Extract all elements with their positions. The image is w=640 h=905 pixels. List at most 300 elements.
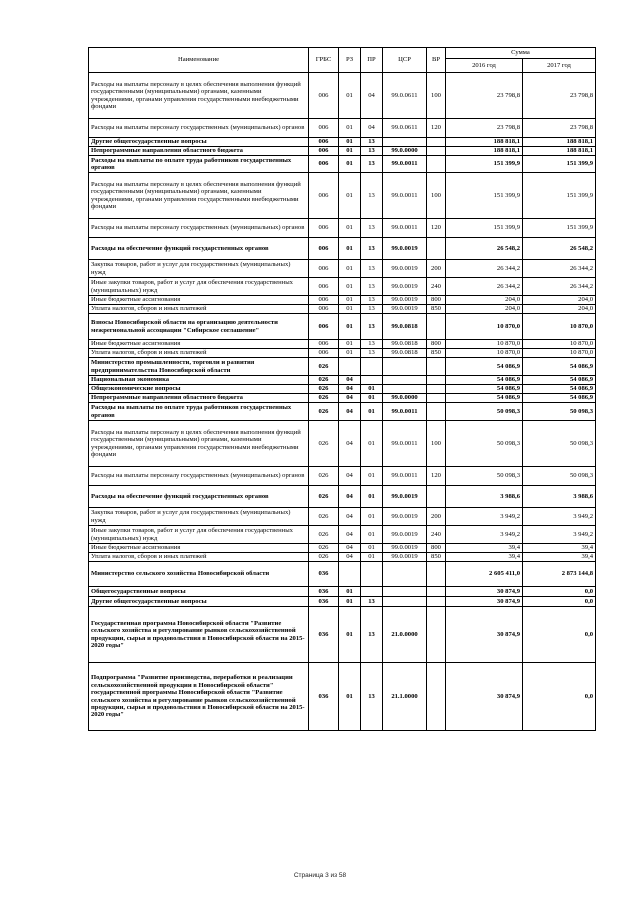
cell-name: Уплата налогов, сборов и иных платежей (89, 305, 309, 314)
table-row (89, 526, 596, 544)
cell-pr: 13 (361, 238, 383, 260)
cell-pr: 01 (361, 421, 383, 467)
cell-name: Непрограммные направления областного бюджета (89, 147, 309, 156)
cell-vr: 800 (427, 340, 446, 349)
cell-grbs: 006 (309, 260, 339, 278)
cell-csr (383, 562, 427, 587)
table-row (89, 562, 596, 587)
cell-rz: 01 (339, 314, 361, 340)
table-row (89, 278, 596, 296)
cell-rz: 01 (339, 296, 361, 305)
cell-vr: 850 (427, 553, 446, 562)
cell-name: Закупка товаров, работ и услуг для государственных (муниципальных) нужд (89, 508, 309, 526)
col-header-2016: 2016 год (446, 59, 523, 73)
cell-name: Общеэкономические вопросы (89, 385, 309, 394)
cell-name: Иные закупки товаров, работ и услуг для обеспечения государственных (муниципальных) нужд (89, 278, 309, 296)
cell-sum-2016: 54 086,9 (446, 358, 523, 376)
page-footer: Страница 3 из 58 (293, 872, 347, 879)
cell-sum-2017: 188 818,1 (523, 138, 596, 147)
cell-grbs: 026 (309, 376, 339, 385)
cell-sum-2016: 10 870,0 (446, 314, 523, 340)
cell-grbs: 006 (309, 219, 339, 238)
cell-grbs: 026 (309, 467, 339, 486)
cell-csr: 99.0.0818 (383, 349, 427, 358)
col-header-vr: ВР (427, 48, 446, 73)
col-header-pr: ПР (361, 48, 383, 73)
cell-sum-2017: 54 086,9 (523, 385, 596, 394)
cell-name: Расходы на выплаты персоналу государственных (муниципальных) органов (89, 119, 309, 138)
budget-table (88, 47, 596, 731)
table-row (89, 219, 596, 238)
cell-sum-2017: 188 818,1 (523, 147, 596, 156)
cell-grbs: 026 (309, 544, 339, 553)
cell-name: Закупка товаров, работ и услуг для государственных (муниципальных) нужд (89, 260, 309, 278)
cell-vr (427, 486, 446, 508)
cell-grbs: 026 (309, 394, 339, 403)
cell-vr (427, 147, 446, 156)
cell-csr: 99.0.0019 (383, 526, 427, 544)
cell-name: Расходы на выплаты по оплате труда работников государственных органов (89, 156, 309, 173)
cell-pr: 01 (361, 544, 383, 553)
cell-pr: 13 (361, 219, 383, 238)
cell-csr (383, 138, 427, 147)
cell-vr: 100 (427, 421, 446, 467)
cell-pr: 13 (361, 663, 383, 731)
cell-rz (339, 358, 361, 376)
cell-sum-2017: 10 870,0 (523, 314, 596, 340)
table-row (89, 119, 596, 138)
table-row (89, 73, 596, 119)
table-row (89, 553, 596, 562)
cell-pr (361, 376, 383, 385)
cell-sum-2016: 50 098,3 (446, 421, 523, 467)
table-row (89, 305, 596, 314)
cell-rz: 01 (339, 663, 361, 731)
table-row (89, 394, 596, 403)
cell-rz: 04 (339, 544, 361, 553)
cell-pr: 13 (361, 607, 383, 663)
table-row (89, 138, 596, 147)
cell-vr (427, 587, 446, 597)
cell-vr (427, 403, 446, 421)
cell-csr: 99.0.0000 (383, 147, 427, 156)
cell-name: Другие общегосударственные вопросы (89, 597, 309, 607)
col-header-csr: ЦСР (383, 48, 427, 73)
cell-vr: 120 (427, 219, 446, 238)
table-row (89, 597, 596, 607)
table-row (89, 173, 596, 219)
cell-rz: 04 (339, 508, 361, 526)
cell-rz: 04 (339, 421, 361, 467)
cell-rz: 04 (339, 526, 361, 544)
cell-pr: 01 (361, 486, 383, 508)
cell-pr (361, 358, 383, 376)
cell-vr: 120 (427, 119, 446, 138)
cell-csr: 99.0.0019 (383, 553, 427, 562)
cell-vr: 240 (427, 526, 446, 544)
table-row (89, 260, 596, 278)
cell-name: Иные бюджетные ассигнования (89, 296, 309, 305)
cell-csr (383, 385, 427, 394)
cell-grbs: 006 (309, 340, 339, 349)
col-header-sum: Сумма (446, 48, 596, 59)
cell-csr: 99.0.0011 (383, 467, 427, 486)
table-row (89, 376, 596, 385)
cell-sum-2016: 3 949,2 (446, 526, 523, 544)
cell-grbs: 036 (309, 607, 339, 663)
cell-pr (361, 562, 383, 587)
cell-vr (427, 238, 446, 260)
cell-sum-2016: 30 874,9 (446, 607, 523, 663)
cell-vr: 850 (427, 349, 446, 358)
cell-sum-2016: 39,4 (446, 544, 523, 553)
table-row (89, 587, 596, 597)
cell-pr: 13 (361, 340, 383, 349)
cell-sum-2017: 50 098,3 (523, 421, 596, 467)
cell-sum-2017: 151 399,9 (523, 173, 596, 219)
cell-name: Министерство промышленности, торговли и развития предпринимательства Новосибирской области (89, 358, 309, 376)
cell-name: Расходы на выплаты персоналу в целях обеспечения выполнения функций государственными (муниципальными) органами, казенными учреждениями, органами управления государственными внебюджетными фондами (89, 173, 309, 219)
cell-rz: 04 (339, 376, 361, 385)
cell-vr (427, 597, 446, 607)
table-row (89, 663, 596, 731)
cell-name: Национальная экономика (89, 376, 309, 385)
cell-sum-2017: 204,0 (523, 305, 596, 314)
cell-rz: 04 (339, 467, 361, 486)
cell-rz (339, 562, 361, 587)
cell-sum-2017: 2 873 144,8 (523, 562, 596, 587)
cell-csr: 99.0.0011 (383, 156, 427, 173)
cell-name: Другие общегосударственные вопросы (89, 138, 309, 147)
cell-grbs: 026 (309, 421, 339, 467)
cell-pr: 13 (361, 138, 383, 147)
cell-csr (383, 587, 427, 597)
cell-vr: 200 (427, 508, 446, 526)
cell-sum-2017: 10 870,0 (523, 349, 596, 358)
cell-grbs: 036 (309, 587, 339, 597)
cell-vr (427, 314, 446, 340)
col-header-grbs: ГРБС (309, 48, 339, 73)
cell-vr (427, 385, 446, 394)
table-row (89, 156, 596, 173)
cell-sum-2016: 50 098,3 (446, 403, 523, 421)
cell-csr (383, 358, 427, 376)
table-row (89, 147, 596, 156)
cell-csr: 99.0.0019 (383, 260, 427, 278)
cell-rz: 01 (339, 597, 361, 607)
cell-sum-2016: 30 874,9 (446, 663, 523, 731)
table-row (89, 403, 596, 421)
cell-grbs: 006 (309, 73, 339, 119)
cell-sum-2017: 3 988,6 (523, 486, 596, 508)
cell-sum-2017: 54 086,9 (523, 394, 596, 403)
cell-rz: 01 (339, 305, 361, 314)
cell-sum-2017: 54 086,9 (523, 358, 596, 376)
cell-sum-2016: 188 818,1 (446, 138, 523, 147)
cell-vr: 120 (427, 467, 446, 486)
cell-csr: 99.0.0000 (383, 394, 427, 403)
cell-csr: 99.0.0019 (383, 278, 427, 296)
cell-sum-2016: 204,0 (446, 305, 523, 314)
cell-rz: 04 (339, 394, 361, 403)
cell-sum-2016: 50 098,3 (446, 467, 523, 486)
table-row (89, 296, 596, 305)
table-row (89, 486, 596, 508)
cell-pr (361, 587, 383, 597)
col-header-2017: 2017 год (523, 59, 596, 73)
cell-pr: 13 (361, 305, 383, 314)
cell-name: Расходы на выплаты персоналу государственных (муниципальных) органов (89, 219, 309, 238)
cell-grbs: 036 (309, 562, 339, 587)
cell-sum-2017: 204,0 (523, 296, 596, 305)
cell-rz: 01 (339, 119, 361, 138)
cell-sum-2016: 26 344,2 (446, 260, 523, 278)
cell-pr: 04 (361, 73, 383, 119)
cell-pr: 13 (361, 156, 383, 173)
cell-csr: 99.0.0019 (383, 486, 427, 508)
cell-grbs: 026 (309, 358, 339, 376)
cell-rz: 04 (339, 403, 361, 421)
table-row (89, 358, 596, 376)
cell-name: Расходы на обеспечение функций государственных органов (89, 486, 309, 508)
cell-rz: 01 (339, 138, 361, 147)
cell-rz: 01 (339, 238, 361, 260)
table-row (89, 340, 596, 349)
cell-sum-2017: 26 344,2 (523, 278, 596, 296)
cell-name: Общегосударственные вопросы (89, 587, 309, 597)
cell-sum-2016: 3 988,6 (446, 486, 523, 508)
cell-grbs: 026 (309, 403, 339, 421)
cell-vr: 240 (427, 278, 446, 296)
cell-pr: 13 (361, 260, 383, 278)
cell-vr: 200 (427, 260, 446, 278)
cell-sum-2016: 54 086,9 (446, 376, 523, 385)
cell-rz: 04 (339, 553, 361, 562)
cell-sum-2017: 0,0 (523, 587, 596, 597)
cell-pr: 01 (361, 553, 383, 562)
cell-sum-2017: 3 949,2 (523, 526, 596, 544)
cell-rz: 01 (339, 349, 361, 358)
cell-vr: 100 (427, 73, 446, 119)
cell-sum-2017: 26 548,2 (523, 238, 596, 260)
cell-sum-2016: 188 818,1 (446, 147, 523, 156)
cell-sum-2017: 151 399,9 (523, 219, 596, 238)
cell-name: Непрограммные направления областного бюджета (89, 394, 309, 403)
cell-pr: 13 (361, 173, 383, 219)
cell-vr: 850 (427, 305, 446, 314)
cell-vr (427, 607, 446, 663)
col-header-name: Наименование (89, 48, 309, 73)
cell-sum-2017: 0,0 (523, 663, 596, 731)
table-row (89, 421, 596, 467)
cell-grbs: 026 (309, 553, 339, 562)
cell-pr: 01 (361, 394, 383, 403)
cell-csr: 99.0.0019 (383, 544, 427, 553)
cell-pr: 13 (361, 597, 383, 607)
cell-grbs: 026 (309, 526, 339, 544)
cell-csr: 21.1.0000 (383, 663, 427, 731)
cell-sum-2017: 50 098,3 (523, 403, 596, 421)
cell-pr: 13 (361, 278, 383, 296)
cell-vr: 800 (427, 296, 446, 305)
cell-pr: 13 (361, 314, 383, 340)
cell-rz: 01 (339, 278, 361, 296)
cell-csr: 99.0.0818 (383, 314, 427, 340)
cell-sum-2017: 39,4 (523, 544, 596, 553)
table-row (89, 385, 596, 394)
cell-csr: 99.0.0011 (383, 421, 427, 467)
cell-sum-2016: 10 870,0 (446, 349, 523, 358)
cell-name: Иные закупки товаров, работ и услуг для обеспечения государственных (муниципальных) нужд (89, 526, 309, 544)
cell-name: Иные бюджетные ассигнования (89, 544, 309, 553)
cell-name: Расходы на выплаты по оплате труда работников государственных органов (89, 403, 309, 421)
cell-rz: 01 (339, 156, 361, 173)
cell-sum-2016: 151 399,9 (446, 156, 523, 173)
cell-sum-2016: 23 798,8 (446, 73, 523, 119)
cell-sum-2017: 151 399,9 (523, 156, 596, 173)
cell-rz: 01 (339, 219, 361, 238)
cell-name: Уплата налогов, сборов и иных платежей (89, 349, 309, 358)
cell-sum-2016: 54 086,9 (446, 385, 523, 394)
cell-grbs: 036 (309, 597, 339, 607)
cell-name: Уплата налогов, сборов и иных платежей (89, 553, 309, 562)
cell-sum-2016: 54 086,9 (446, 394, 523, 403)
cell-sum-2016: 10 870,0 (446, 340, 523, 349)
cell-sum-2017: 54 086,9 (523, 376, 596, 385)
cell-sum-2016: 204,0 (446, 296, 523, 305)
cell-grbs: 006 (309, 278, 339, 296)
cell-rz: 01 (339, 587, 361, 597)
cell-pr: 01 (361, 526, 383, 544)
cell-sum-2016: 39,4 (446, 553, 523, 562)
cell-grbs: 026 (309, 508, 339, 526)
cell-vr (427, 562, 446, 587)
cell-csr: 99.0.0011 (383, 219, 427, 238)
cell-pr: 13 (361, 147, 383, 156)
cell-sum-2016: 30 874,9 (446, 587, 523, 597)
cell-grbs: 006 (309, 314, 339, 340)
cell-rz: 04 (339, 385, 361, 394)
cell-grbs: 006 (309, 173, 339, 219)
cell-pr: 13 (361, 296, 383, 305)
cell-pr: 01 (361, 467, 383, 486)
cell-csr: 21.0.0000 (383, 607, 427, 663)
cell-grbs: 036 (309, 663, 339, 731)
table-body (89, 73, 596, 731)
cell-name: Расходы на выплаты персоналу в целях обеспечения выполнения функций государственными (муниципальными) органами, казенными учреждениями, органами управления государственными внебюджетными фондами (89, 421, 309, 467)
cell-vr (427, 156, 446, 173)
cell-name: Иные бюджетные ассигнования (89, 340, 309, 349)
cell-grbs: 026 (309, 385, 339, 394)
cell-vr (427, 138, 446, 147)
cell-grbs: 006 (309, 147, 339, 156)
cell-csr: 99.0.0611 (383, 119, 427, 138)
cell-pr: 01 (361, 508, 383, 526)
cell-name: Расходы на обеспечение функций государственных органов (89, 238, 309, 260)
cell-sum-2017: 0,0 (523, 607, 596, 663)
table-row (89, 238, 596, 260)
table-row (89, 544, 596, 553)
cell-name: Расходы на выплаты персоналу государственных (муниципальных) органов (89, 467, 309, 486)
cell-rz: 01 (339, 73, 361, 119)
cell-csr (383, 597, 427, 607)
cell-pr: 01 (361, 403, 383, 421)
cell-sum-2016: 151 399,9 (446, 173, 523, 219)
cell-grbs: 006 (309, 156, 339, 173)
cell-name: Министерство сельского хозяйства Новосибирской области (89, 562, 309, 587)
cell-name: Государственная программа Новосибирской области "Развитие сельского хозяйства и регулирование рынков сельскохозяйственной продукции, сырья и продовольствия в Новосибирской области на 2015-2020 годы" (89, 607, 309, 663)
cell-name: Подпрограмма "Развитие производства, переработки и реализации сельскохозяйственной продукции в Новосибирской области" государственной программы Новосибирской области "Развитие сельского хозяйства и регулирование рынков сельскохозяйственной продукции, сырья и продовольствия в Новосибирской области на 2015-2020 годы" (89, 663, 309, 731)
cell-vr (427, 376, 446, 385)
cell-vr (427, 663, 446, 731)
cell-sum-2017: 26 344,2 (523, 260, 596, 278)
cell-vr (427, 394, 446, 403)
table-row (89, 607, 596, 663)
cell-pr: 04 (361, 119, 383, 138)
cell-grbs: 006 (309, 238, 339, 260)
cell-sum-2017: 3 949,2 (523, 508, 596, 526)
cell-csr (383, 376, 427, 385)
cell-sum-2016: 30 874,9 (446, 597, 523, 607)
cell-name: Взносы Новосибирской области на организацию деятельности межрегиональной ассоциации "Сибирское соглашение" (89, 314, 309, 340)
cell-rz: 01 (339, 147, 361, 156)
cell-sum-2016: 26 548,2 (446, 238, 523, 260)
cell-csr: 99.0.0011 (383, 403, 427, 421)
cell-sum-2017: 23 798,8 (523, 119, 596, 138)
cell-name: Расходы на выплаты персоналу в целях обеспечения выполнения функций государственными (муниципальными) органами, казенными учреждениями, органами управления государственными внебюджетными фондами (89, 73, 309, 119)
cell-sum-2017: 0,0 (523, 597, 596, 607)
cell-csr: 99.0.0019 (383, 305, 427, 314)
table-row (89, 314, 596, 340)
cell-rz: 01 (339, 340, 361, 349)
cell-sum-2017: 23 798,8 (523, 73, 596, 119)
cell-sum-2017: 39,4 (523, 553, 596, 562)
table-row (89, 349, 596, 358)
cell-csr: 99.0.0019 (383, 238, 427, 260)
cell-sum-2016: 2 605 411,0 (446, 562, 523, 587)
cell-vr (427, 358, 446, 376)
cell-vr: 800 (427, 544, 446, 553)
cell-rz: 04 (339, 486, 361, 508)
cell-grbs: 006 (309, 305, 339, 314)
cell-grbs: 006 (309, 296, 339, 305)
table-row (89, 467, 596, 486)
cell-grbs: 006 (309, 138, 339, 147)
cell-sum-2016: 26 344,2 (446, 278, 523, 296)
cell-rz: 01 (339, 260, 361, 278)
cell-grbs: 026 (309, 486, 339, 508)
cell-vr: 100 (427, 173, 446, 219)
cell-pr: 01 (361, 385, 383, 394)
cell-csr: 99.0.0818 (383, 340, 427, 349)
col-header-rz: РЗ (339, 48, 361, 73)
cell-rz: 01 (339, 607, 361, 663)
table-row (89, 508, 596, 526)
cell-csr: 99.0.0019 (383, 296, 427, 305)
cell-rz: 01 (339, 173, 361, 219)
cell-csr: 99.0.0019 (383, 508, 427, 526)
cell-sum-2017: 10 870,0 (523, 340, 596, 349)
cell-grbs: 006 (309, 119, 339, 138)
cell-sum-2016: 3 949,2 (446, 508, 523, 526)
cell-sum-2017: 50 098,3 (523, 467, 596, 486)
cell-sum-2016: 151 399,9 (446, 219, 523, 238)
cell-csr: 99.0.0011 (383, 173, 427, 219)
cell-sum-2016: 23 798,8 (446, 119, 523, 138)
cell-csr: 99.0.0611 (383, 73, 427, 119)
cell-pr: 13 (361, 349, 383, 358)
cell-grbs: 006 (309, 349, 339, 358)
